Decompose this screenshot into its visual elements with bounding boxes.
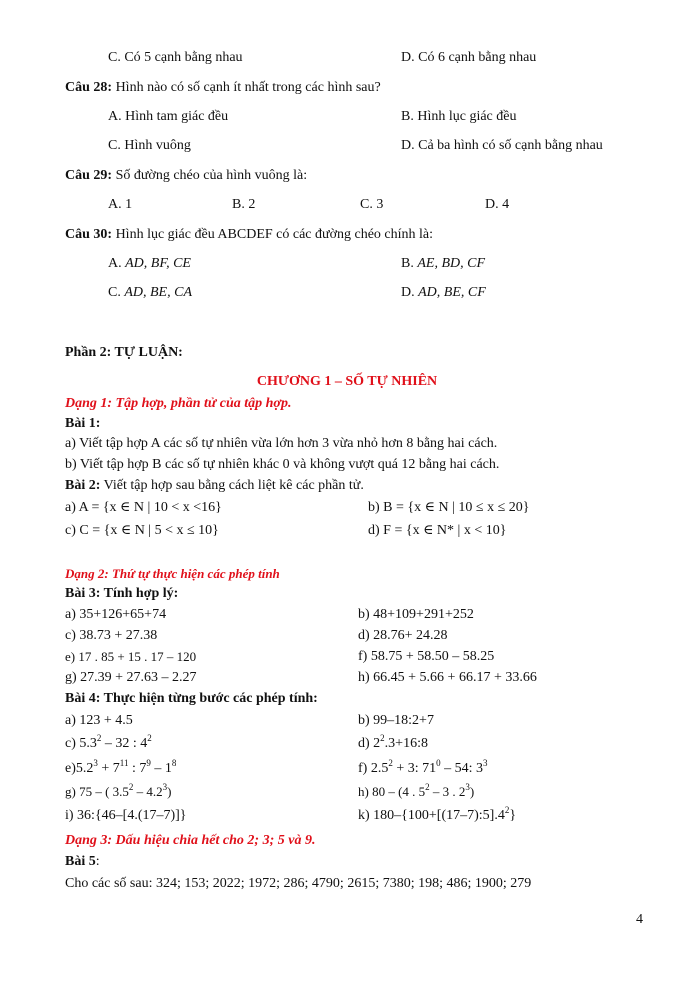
bai2-label: Bài 2:	[65, 478, 101, 493]
bai4-e-exponent-3: 9	[146, 758, 151, 768]
q28-text: Hình nào có số cạnh ít nhất trong các hình sau?	[115, 80, 381, 95]
bai4-heading: Bài 4: Thực hiện từng bước các phép tính:	[65, 691, 318, 706]
bai4-h	[358, 784, 474, 800]
q28-option-a: A. Hình tam giác đều	[108, 109, 229, 124]
bai4-c-exponent-2: 2	[147, 733, 152, 743]
bai4-b: b) 99–18:2+7	[358, 713, 434, 728]
bai3-f: f) 58.75 + 58.50 – 58.25	[358, 649, 495, 664]
bai4-c-exponent-1: 2	[96, 733, 102, 743]
bai3-g: g) 27.39 + 27.63 – 2.27	[65, 670, 197, 685]
q29-option-b: B. 2	[232, 197, 256, 212]
bai4-d-part-2: .3+16:8	[384, 736, 428, 751]
q29-option-c: C. 3	[360, 197, 384, 212]
q30-option-b	[401, 256, 485, 272]
q28-option-b: B. Hình lục giác đều	[401, 109, 517, 124]
q30-option-d-key: D.	[401, 285, 415, 300]
q28-option-d: D. Cả ba hình có số cạnh bằng nhau	[401, 138, 603, 153]
bai3-h: h) 66.45 + 5.66 + 66.17 + 33.66	[358, 670, 537, 685]
bai3-c: c) 38.73 + 27.38	[65, 628, 158, 643]
q30-text: Hình lục giác đều ABCDEF có các đường chéo chính là:	[115, 227, 434, 242]
bai4-e-exponent-4: 8	[171, 758, 177, 768]
bai4-k-part-2: }	[509, 808, 517, 823]
q30-option-d	[401, 285, 486, 301]
bai4-c-part-1: c) 5.3	[65, 736, 97, 751]
bai4-e-exponent-2: 11	[119, 758, 129, 768]
bai4-g-exponent-2: 3	[162, 782, 168, 792]
bai4-g-exponent-1: 2	[128, 782, 134, 792]
bai3-d: d) 28.76+ 24.28	[358, 628, 448, 643]
q29-option-a: A. 1	[108, 197, 133, 212]
q30-option-d-text: AD, BE, CF	[418, 285, 486, 300]
bai4-e-part-2: + 7	[97, 761, 120, 776]
bai4-i: i) 36:{46–[4.(17–7)]}	[65, 808, 187, 823]
q27-option-d: D. Có 6 cạnh bằng nhau	[401, 50, 537, 65]
bai4-f	[358, 758, 488, 777]
chapter-heading: CHƯƠNG 1 – SỐ TỰ NHIÊN	[256, 374, 438, 389]
bai4-f-exponent-1: 2	[388, 758, 393, 768]
bai5-label: Bài 5	[65, 854, 96, 869]
bai4-h-part-1: h) 80 – (4 . 5	[358, 784, 426, 799]
page-number: 4	[636, 912, 643, 927]
bai2-part-d: d) F = {x ∈ N* | x < 10}	[368, 523, 507, 538]
bai3-a: a) 35+126+65+74	[65, 607, 167, 622]
bai4-e-part-3: : 7	[128, 761, 147, 776]
bai5-numbers: Cho các số sau: 324; 153; 2022; 1972; 286; 4790; 2615; 7380; 198; 486; 1900; 279	[65, 876, 532, 891]
bai4-g	[65, 784, 172, 800]
q30-option-a	[108, 256, 191, 272]
bai4-f-part-2: + 3: 71	[392, 761, 437, 776]
bai4-d-part-1: d) 2	[358, 736, 381, 751]
q30-option-c-key: C.	[108, 285, 121, 300]
bai4-f-exponent-2: 0	[436, 758, 441, 768]
bai4-d	[358, 733, 428, 752]
bai4-g-part-2: – 4.2	[133, 784, 163, 799]
bai4-g-part-3: )	[167, 784, 172, 799]
bai4-h-part-2: – 3 . 2	[429, 784, 466, 799]
bai2-part-b: b) B = {x ∈ N | 10 ≤ x ≤ 20}	[368, 500, 530, 515]
q28-option-c: C. Hình vuông	[108, 138, 191, 153]
bai1-label: Bài 1:	[65, 416, 101, 431]
bai5-heading	[65, 854, 100, 870]
q30-option-a-text: AD, BF, CE	[125, 256, 191, 271]
dang3-heading: Dạng 3: Dấu hiệu chia hết cho 2; 3; 5 và 9.	[65, 833, 316, 848]
bai4-c-part-2: – 32 : 4	[101, 736, 148, 751]
bai3-heading: Bài 3: Tính hợp lý:	[65, 586, 179, 601]
q30-option-a-key: A.	[108, 256, 122, 271]
bai4-k	[358, 805, 517, 824]
q30-label: Câu 30:	[65, 227, 113, 242]
q29-text: Số đường chéo của hình vuông là:	[115, 168, 308, 183]
bai3-b: b) 48+109+291+252	[358, 607, 474, 622]
bai3-e: e) 17 . 85 + 15 . 17 – 120	[65, 649, 197, 664]
dang1-heading: Dạng 1: Tập hợp, phần tử của tập hợp.	[65, 396, 292, 411]
bai2-heading	[65, 478, 364, 494]
bai1-part-a: a) Viết tập hợp A các số tự nhiên vừa lớn hơn 3 vừa nhỏ hơn 8 bằng hai cách.	[65, 436, 498, 451]
bai4-f-part-3: – 54: 3	[440, 761, 484, 776]
bai4-c	[65, 733, 152, 752]
bai2-part-c: c) C = {x ∈ N | 5 < x ≤ 10}	[65, 523, 219, 538]
q29-question	[65, 168, 307, 184]
bai4-e-part-4: – 1	[150, 761, 172, 776]
bai4-f-exponent-3: 3	[483, 758, 488, 768]
bai2-text: Viết tập hợp sau bằng cách liệt kê các phần tử.	[103, 478, 364, 493]
q30-option-c-text: AD, BE, CA	[124, 285, 192, 300]
bai4-f-part-1: f) 2.5	[358, 761, 389, 776]
bai4-g-part-1: g) 75 – ( 3.5	[65, 784, 129, 799]
bai4-e-part-1: e)5.2	[65, 761, 94, 776]
bai4-d-exponent-1: 2	[380, 733, 385, 743]
q30-question	[65, 227, 433, 243]
bai4-k-exponent-1: 2	[504, 805, 510, 815]
q28-question	[65, 80, 381, 96]
bai1-part-b: b) Viết tập hợp B các số tự nhiên khác 0 và không vượt quá 12 bằng hai cách.	[65, 457, 500, 472]
q29-option-d: D. 4	[485, 197, 510, 212]
bai4-k-part-1: k) 180–{100+[(17–7):5].4	[358, 808, 505, 823]
bai4-a: a) 123 + 4.5	[65, 713, 133, 728]
bai4-h-exponent-2: 3	[465, 782, 470, 792]
bai2-part-a: a) A = {x ∈ N | 10 < x <16}	[65, 500, 222, 515]
dang2-heading: Dạng 2: Thứ tự thực hiện các phép tính	[65, 566, 280, 581]
bai4-h-part-3: )	[469, 784, 475, 799]
q29-label: Câu 29:	[65, 168, 113, 183]
bai4-e	[65, 758, 177, 777]
q30-option-b-text: AE, BD, CF	[417, 256, 485, 271]
q30-option-c	[108, 285, 192, 301]
q30-option-b-key: B.	[401, 256, 414, 271]
q28-label: Câu 28:	[65, 80, 113, 95]
bai4-e-exponent-1: 3	[93, 758, 98, 768]
part2-heading: Phần 2: TỰ LUẬN:	[65, 345, 183, 360]
bai5-colon: :	[95, 854, 100, 869]
q27-option-c: C. Có 5 cạnh bằng nhau	[108, 50, 243, 65]
bai4-h-exponent-1: 2	[425, 782, 430, 792]
